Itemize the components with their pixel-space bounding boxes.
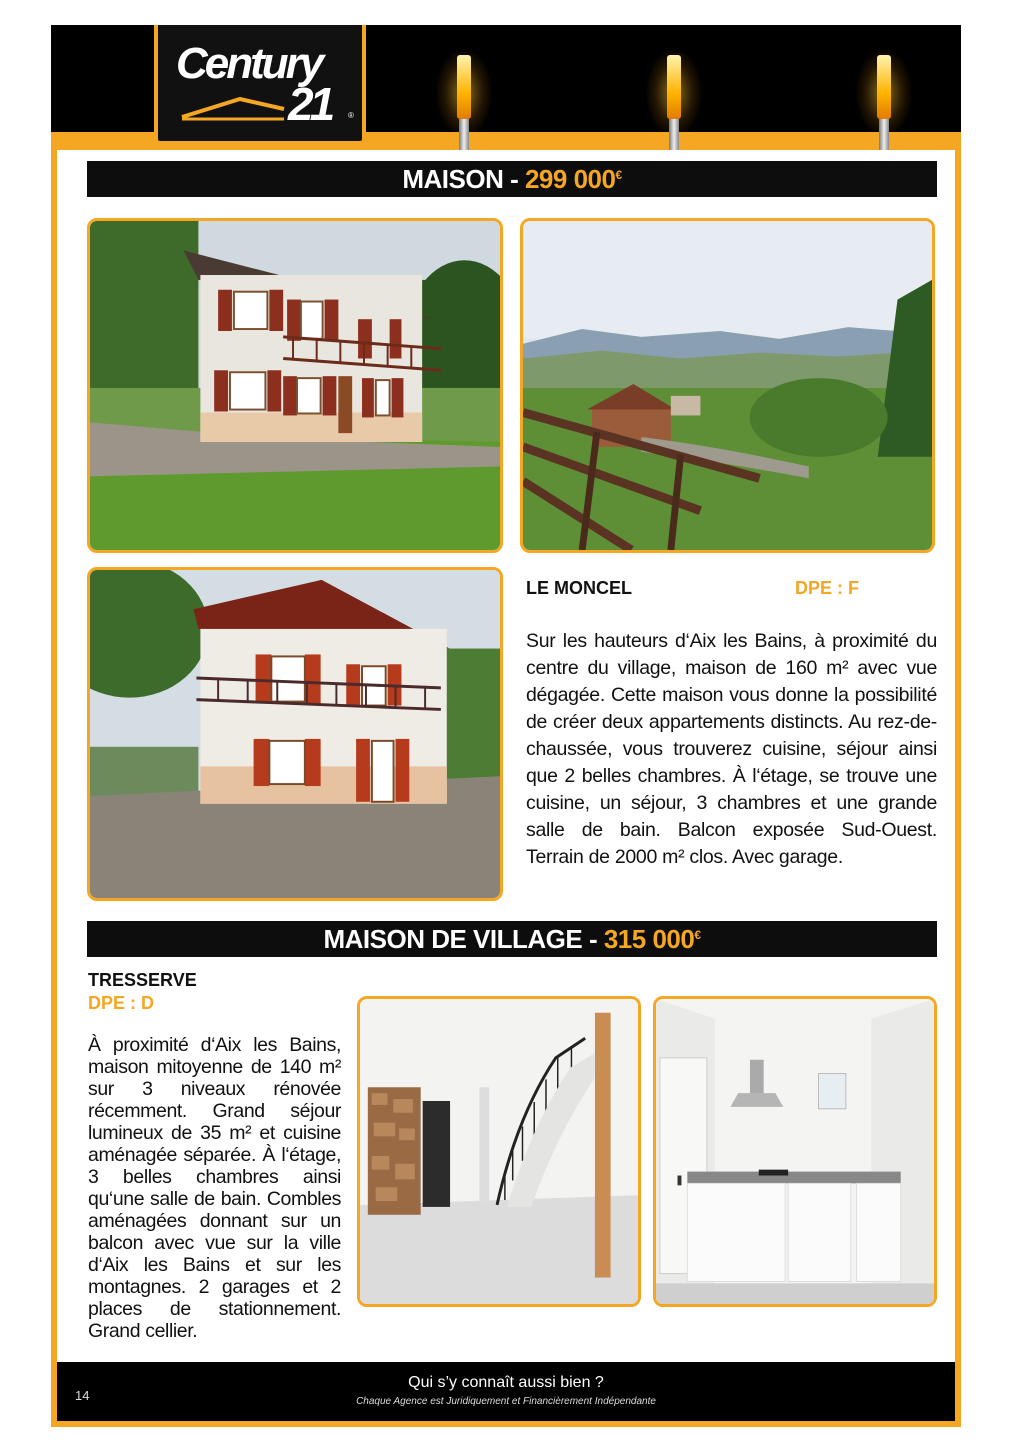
listing1-description: Sur les hauteurs d‘Aix les Bains, à proximité du centre du village, maison de 160 m² avec vue dégagée. Cette maison vous donne la possibilité de créer deux appartements distincts. Au rez-de-chaussée, vous trouverez cuisine, séjour ainsi que 2 belles chambres. À l‘étage, se trouve une cuisine, un séjour, 3 chambres et une grande salle de bain. Balcon exposée Sud-Ouest. Terrain de 2000 m² clos. Avec garage. <box>526 630 937 868</box>
lamp-icon <box>877 55 891 150</box>
listing2-currency: € <box>694 928 701 942</box>
photo-balcony-view <box>520 218 935 553</box>
logo-number: 21 <box>288 78 332 130</box>
listing2-separator: - <box>582 924 604 954</box>
listing2-description: À proximité d‘Aix les Bains, maison mitoyenne de 140 m² sur 3 niveaux rénovée récemment. Grand séjour lumineux de 35 m² et cuisine aménagée séparée. À l‘étage, 3 belles chambres ainsi qu‘une salle de bain. Combles aménagées donnant sur un balcon avec vue sur la ville d‘Aix les Bains et sur les montagnes. 2 garages et 2 places de stationnement. Grand cellier. <box>88 1034 341 1342</box>
footer-bar <box>57 1362 955 1421</box>
listing2-price: 315 000 <box>603 924 695 954</box>
brand-logo <box>154 25 366 145</box>
photo-kitchen <box>653 996 937 1307</box>
lamp-icon <box>457 55 471 150</box>
listing2-type: MAISON DE VILLAGE <box>323 924 583 954</box>
photo-house-side <box>87 567 503 901</box>
listing1-type: MAISON <box>402 164 504 194</box>
roof-icon <box>180 95 286 121</box>
listing1-dpe: DPE : F <box>795 578 860 598</box>
lamp-icon <box>667 55 681 150</box>
listing1-separator: - <box>503 164 525 194</box>
logo-word: Century <box>176 39 322 88</box>
header-banner <box>51 25 961 150</box>
listing1-title-bar <box>87 161 937 197</box>
listing2-title-bar <box>87 921 937 957</box>
footer-disclaimer: Chaque Agence est Juridiquement et Financièrement Indépendante <box>356 1396 656 1407</box>
listing2-location: TRESSERVE <box>88 970 197 990</box>
listing1-currency: € <box>615 168 622 182</box>
page-number: 14 <box>75 1388 90 1403</box>
listing2-dpe: DPE : D <box>88 993 155 1013</box>
logo-registered: ® <box>348 111 354 120</box>
photo-interior-stairs <box>357 996 641 1307</box>
listing1-price: 299 000 <box>524 164 616 194</box>
listing1-location: LE MONCEL <box>526 578 632 598</box>
photo-house-front <box>87 218 503 553</box>
footer-slogan: Qui s’y connaît aussi bien ? <box>408 1374 604 1391</box>
